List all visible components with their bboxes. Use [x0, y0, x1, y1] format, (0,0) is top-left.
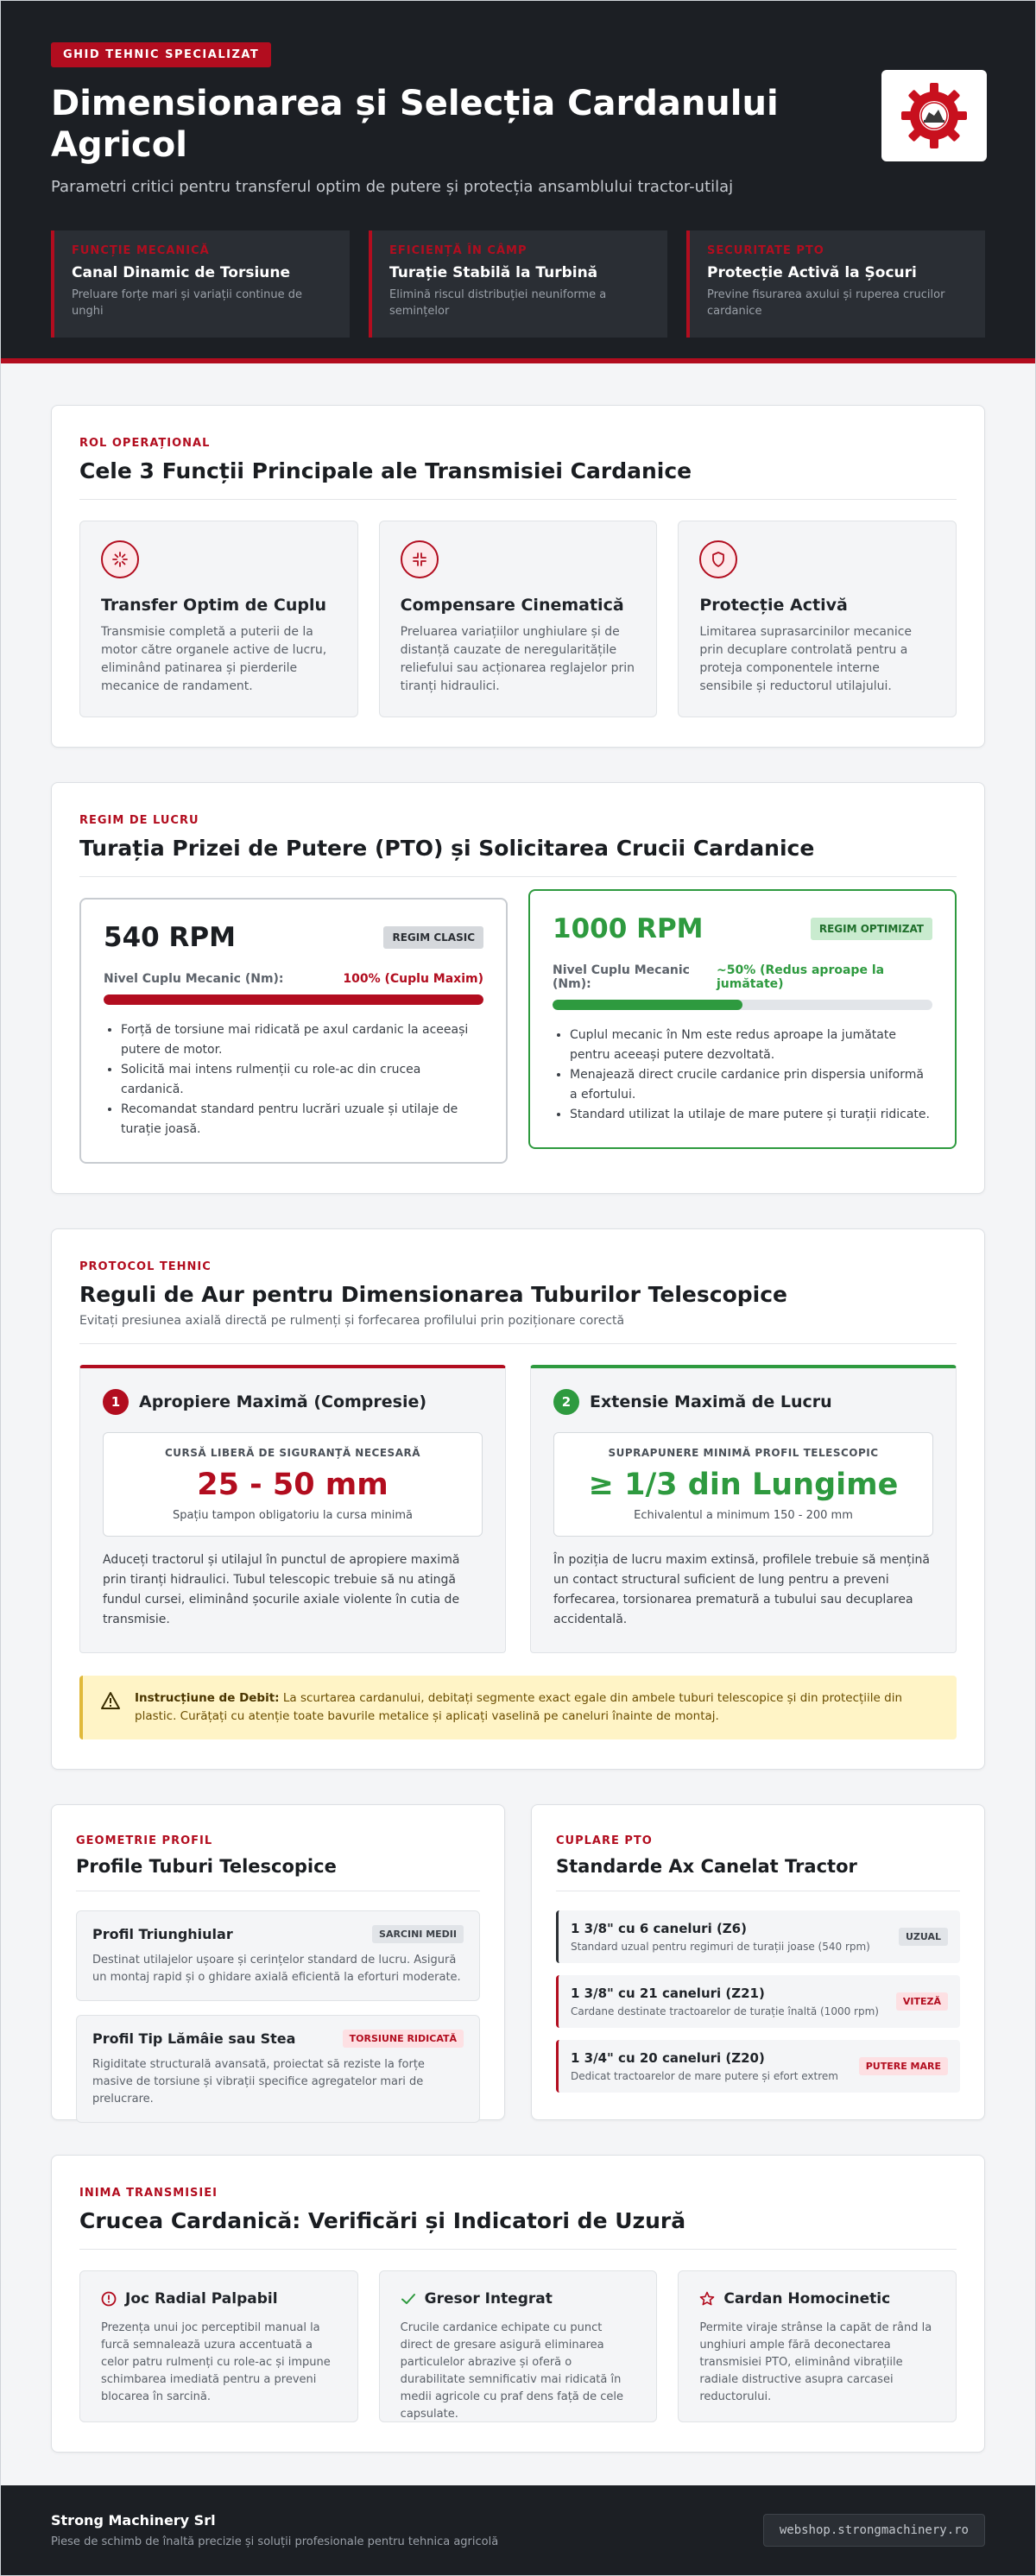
section-kicker: CUPLARE PTO: [556, 1834, 653, 1847]
section-kicker: INIMA TRANSMISIEI: [79, 2187, 218, 2200]
hero-card-text: Preluare forțe mari și variații continue de unghi: [72, 288, 302, 318]
rpm-card-540: [79, 898, 508, 1164]
profile-text: Destinat utilajelor ușoare și cerințelor standard de lucru. Asigură un montaj rapid și o ghidare axială eficientă la eforturi moderate.: [92, 1954, 461, 1984]
star-icon: [699, 2291, 715, 2307]
rpm-value: 1000 RPM: [553, 913, 704, 944]
section-subtitle: Evitați presiunea axială directă pe rulmenți și forfecarea profilului prin poziționare corectă: [79, 1314, 625, 1328]
cross-card: [678, 2270, 957, 2422]
spline-sub: Cardane destinate tractoarelor de turație înaltă (1000 rpm): [571, 2005, 879, 2017]
hero-card-kicker: SECURITATE PTO: [707, 244, 824, 257]
functions-section: [51, 405, 985, 748]
warning-callout: [79, 1676, 957, 1739]
company-logo[interactable]: [881, 70, 987, 161]
spline-title: 1 3/8" cu 21 caneluri (Z21): [571, 1986, 765, 2001]
spec-box: [103, 1432, 483, 1537]
spec-note: Spațiu tampon obligatoriu la cursa minimă: [173, 1509, 413, 1522]
hero-header: [1, 1, 1035, 363]
spline-badge: VITEZĂ: [896, 1992, 948, 2011]
rpm-value: 540 RPM: [104, 922, 236, 953]
rpm-tag: REGIM CLASIC: [383, 926, 483, 949]
profile-title: Profil Triunghiular: [92, 1926, 233, 1942]
cross-card: [79, 2270, 358, 2422]
warning-body: La scurtarea cardanului, debitați segmente exact egale din ambele tuburi telescopice și din protecțiile din plastic. Curățați cu atenție toate bavurile metalice și aplicați vaselină pe caneluri înainte de montaj.: [135, 1691, 903, 1723]
spline-badge: UZUAL: [899, 1928, 948, 1946]
spline-item: [556, 1910, 960, 1963]
spline-item: [556, 2040, 960, 2093]
function-title: Compensare Cinematică: [400, 596, 624, 615]
list-item: • Solicită mai intens rulmenții cu role-ac din crucea cardanică.: [121, 1060, 483, 1100]
spec-note: Echivalentul a minimum 150 - 200 mm: [634, 1509, 853, 1522]
section-kicker: PROTOCOL TEHNIC: [79, 1260, 212, 1273]
section-title: Cele 3 Funcții Principale ale Transmisiei Cardanice: [79, 458, 692, 483]
step-text: Aduceți tractorul și utilajul în punctul de apropiere maximă prin tiranți hidraulici. Tubul telescopic trebuie să nu atingă fundul cursei, eliminând șocurile axiale violente în cutia de transmisie.: [103, 1553, 460, 1626]
step-number: 2: [553, 1389, 579, 1415]
section-kicker: ROL OPERAȚIONAL: [79, 437, 211, 450]
spline-sub: Standard uzual pentru regimuri de turații joase (540 rpm): [571, 1941, 870, 1953]
pto-rpm-section: [51, 782, 985, 1194]
step-number: 1: [103, 1389, 129, 1415]
profile-title: Profil Tip Lămâie sau Stea: [92, 2030, 296, 2047]
cross-section: [51, 2155, 985, 2453]
extension-card: [530, 1365, 957, 1653]
hero-card-title: Protecție Activă la Șocuri: [707, 264, 917, 281]
list-item: • Standard utilizat la utilaje de mare putere și turații ridicate.: [570, 1105, 932, 1125]
hero-card: [686, 230, 985, 338]
cross-text: Permite viraje strânse la capăt de rând la unghiuri ample fără deconectarea transmisiei PTO, eliminând vibrațiile radiale distructive asupra carcasei reductorului.: [699, 2321, 932, 2403]
splines-section: [531, 1804, 985, 2120]
hero-card: [51, 230, 350, 338]
list-item: • Cuplul mecanic în Nm este redus aproape la jumătate pentru aceeași putere dezvoltată.: [570, 1026, 932, 1065]
check-icon: [401, 2291, 416, 2307]
function-card: [678, 521, 957, 717]
rpm-list: [553, 1026, 932, 1125]
hero-card: [369, 230, 667, 338]
rpm-list: [104, 1020, 483, 1140]
compression-card: [79, 1365, 506, 1653]
hero-badge: GHID TEHNIC SPECIALIZAT: [51, 42, 271, 67]
step-title: Extensie Maximă de Lucru: [590, 1392, 832, 1411]
list-item: • Menajează direct crucile cardanice prin dispersia uniformă a efortului.: [570, 1065, 932, 1105]
list-item: • Forță de torsiune mai ridicată pe axul cardanic la aceeași putere de motor.: [121, 1020, 483, 1060]
profile-item: [76, 2015, 480, 2123]
profile-text: Rigiditate structurală avansată, proiectat să reziste la forțe masive de torsiune și vibrații specifice agregatelor mari de prelucrare.: [92, 2058, 425, 2106]
profile-badge: TORSIUNE RIDICATĂ: [343, 2030, 464, 2048]
page-title: Dimensionarea și Selecția Cardanului Agricol: [51, 84, 779, 165]
cross-text: Crucile cardanice echipate cu punct direct de gresare asigură eliminarea particulelor abrazive și oferă o durabilitate semnificativ mai ridicată în medii agricole cu praf dens față de cele capsulate.: [400, 2321, 624, 2421]
section-title: Crucea Cardanică: Verificări și Indicatori de Uzură: [79, 2208, 686, 2233]
section-kicker: REGIM DE LUCRU: [79, 814, 199, 827]
hero-card-text: Elimină riscul distribuției neuniforme a semințelor: [389, 288, 607, 318]
divider: [79, 499, 957, 500]
torque-label: Nivel Cuplu Mecanic (Nm):: [104, 972, 284, 986]
section-kicker: GEOMETRIE PROFIL: [76, 1834, 213, 1847]
hero-card-kicker: FUNCȚIE MECANICĂ: [72, 244, 210, 257]
sparkle-icon: [101, 540, 139, 578]
profile-badge: SARCINI MEDII: [372, 1925, 464, 1943]
divider: [79, 2249, 957, 2250]
rpm-card-1000: [528, 889, 957, 1149]
spline-title: 1 3/4" cu 20 caneluri (Z20): [571, 2050, 765, 2066]
warning-text: [135, 1689, 939, 1726]
hero-highlights: [51, 230, 985, 338]
cross-title: Gresor Integrat: [424, 2290, 553, 2308]
hero-card-kicker: EFICIENȚĂ ÎN CÂMP: [389, 244, 527, 257]
step-title: Apropiere Maximă (Compresie): [139, 1392, 427, 1411]
function-text: Preluarea variațiilor unghiulare și de distanță cauzate de neregularitățile reliefului sau acționarea reglajelor prin tiranți hidraulici.: [400, 625, 635, 693]
hero-card-text: Previne fisurarea axului și ruperea crucilor cardanice: [707, 288, 945, 318]
profiles-section: [51, 1804, 505, 2120]
footer: [1, 2485, 1035, 2575]
spec-value: 25 - 50 mm: [197, 1468, 388, 1502]
torque-bar-fill: [553, 1000, 742, 1010]
divider: [79, 1343, 957, 1344]
gear-logo-icon: [898, 79, 970, 152]
torque-percent: ~50% (Redus aproape la jumătate): [717, 963, 885, 991]
hero-card-title: Turație Stabilă la Turbină: [389, 264, 598, 281]
spline-sub: Dedicat tractoarelor de mare putere și efort extrem: [571, 2070, 838, 2082]
section-title: Profile Tuburi Telescopice: [76, 1856, 337, 1877]
profile-item: [76, 1910, 480, 2001]
hero-card-title: Canal Dinamic de Torsiune: [72, 264, 291, 281]
section-title: Turația Prizei de Putere (PTO) și Solicitarea Crucii Cardanice: [79, 836, 815, 861]
torque-label: Nivel Cuplu Mecanic (Nm):: [553, 963, 690, 991]
warning-title: Instrucțiune de Debit:: [135, 1691, 280, 1705]
function-title: Protecție Activă: [699, 596, 848, 615]
telescopic-section: [51, 1228, 985, 1770]
warning-icon: [100, 1691, 121, 1710]
torque-percent: 100% (Cuplu Maxim): [343, 972, 483, 986]
spline-item: [556, 1975, 960, 2028]
section-title: Standarde Ax Canelat Tractor: [556, 1856, 857, 1877]
torque-bar: [553, 1000, 932, 1010]
spec-label: SUPRAPUNERE MINIMĂ PROFIL TELESCOPIC: [608, 1447, 879, 1459]
step-text: În poziția de lucru maxim extinsă, profilele trebuie să mențină un contact structural suficient de lung pentru a preveni forfecarea, torsionarea prematură a tubului sau decuplarea accidentală.: [553, 1553, 930, 1626]
arrows-compress-icon: [401, 540, 439, 578]
divider: [79, 876, 957, 877]
list-item: • Recomandat standard pentru lucrări uzuale și utilaje de turație joasă.: [121, 1100, 483, 1140]
function-text: Transmisie completă a puterii de la motor către organele active de lucru, eliminând patinarea și pierderile mecanice de randament.: [101, 625, 327, 693]
section-title: Reguli de Aur pentru Dimensionarea Tuburilor Telescopice: [79, 1282, 787, 1307]
spline-badge: PUTERE MARE: [859, 2057, 948, 2075]
alert-circle-icon: [101, 2291, 117, 2307]
shield-icon: [699, 540, 737, 578]
spline-title: 1 3/8" cu 6 caneluri (Z6): [571, 1921, 747, 1936]
cross-card: [379, 2270, 658, 2422]
spec-value: ≥ 1/3 din Lungime: [588, 1468, 899, 1502]
spec-label: CURSĂ LIBERĂ DE SIGURANȚĂ NECESARĂ: [164, 1447, 421, 1459]
cross-title: Joc Radial Palpabil: [125, 2290, 278, 2308]
function-title: Transfer Optim de Cuplu: [101, 596, 327, 615]
page-subtitle: Parametri critici pentru transferul optim de putere și protecția ansamblului tractor-utilaj: [51, 178, 734, 196]
function-text: Limitarea suprasarcinilor mecanice prin decuplare controlată pentru a proteja componentele interne sensibile și reductorul utilajului.: [699, 625, 913, 693]
webshop-link[interactable]: webshop.strongmachinery.ro: [763, 2514, 985, 2547]
function-card: [379, 521, 658, 717]
rpm-tag: REGIM OPTIMIZAT: [811, 918, 932, 940]
company-tagline: Piese de schimb de înaltă precizie și soluții profesionale pentru tehnica agricolă: [51, 2535, 499, 2548]
torque-bar: [104, 994, 483, 1005]
torque-bar-fill: [104, 994, 483, 1005]
function-card: [79, 521, 358, 717]
cross-title: Cardan Homocinetic: [723, 2290, 891, 2308]
company-name: Strong Machinery Srl: [51, 2512, 216, 2529]
cross-text: Prezența unui joc perceptibil manual la furcă semnalează uzura accentuată a celor patru rulmenți cu role-ac și impune schimbarea imediată pentru a preveni blocarea în sarcină.: [101, 2321, 331, 2403]
spec-box: [553, 1432, 933, 1537]
